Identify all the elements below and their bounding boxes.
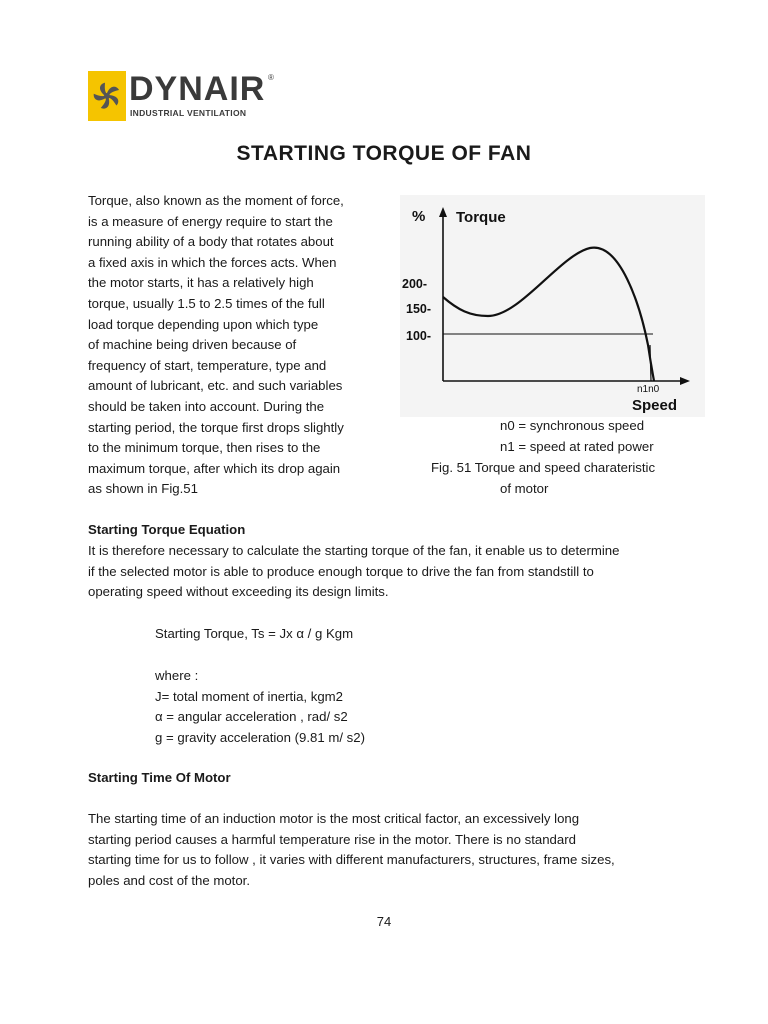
- tick-200: 200-: [402, 277, 428, 291]
- y-axis-arrow-icon: [439, 207, 447, 217]
- page-title: STARTING TORQUE OF FAN: [236, 142, 532, 165]
- tick-150: 150-: [406, 302, 432, 316]
- text-line: torque, usually 1.5 to 2.5 times of the full: [88, 295, 325, 311]
- page-number: 74: [376, 914, 392, 929]
- text-line: should be taken into account. During the: [88, 398, 325, 414]
- tick-100: 100-: [406, 329, 432, 343]
- text-line: load torque depending upon which type: [88, 316, 319, 332]
- where-label: where :: [155, 668, 199, 683]
- logo-brand: DYNAIR: [129, 70, 266, 108]
- text-line: running ability of a body that rotates about: [88, 234, 334, 250]
- dynair-logo: [88, 71, 278, 121]
- text-line: operating speed without exceeding its design limits.: [88, 584, 389, 600]
- torque-speed-diagram: [400, 195, 705, 417]
- speed-label: Speed: [632, 397, 678, 414]
- text-line: The starting time of an induction motor is the most critical factor, an excessively long: [88, 811, 580, 826]
- text-line: Torque, also known as the moment of force,: [88, 193, 344, 208]
- figure-caption: Fig. 51 Torque and speed charateristic: [431, 460, 656, 475]
- section-heading-starting-time: Starting Time Of Motor: [88, 770, 231, 785]
- percent-label: %: [412, 208, 426, 225]
- text-line: starting period, the torque first drops slightly: [88, 419, 344, 435]
- text-line: of machine being driven because of: [88, 337, 297, 353]
- text-line: amount of lubricant, etc. and such variables: [88, 378, 343, 394]
- logo-subtitle: INDUSTRIAL VENTILATION: [130, 108, 247, 118]
- torque-curve: [443, 248, 654, 381]
- text-line: is a measure of energy require to start the: [88, 213, 333, 229]
- n1-drop-line: [650, 345, 651, 381]
- text-line: maximum torque, after which its drop again: [88, 460, 341, 476]
- text-line: to the minimum torque, then rises to the: [88, 440, 321, 456]
- caption-n0: n0 = synchronous speed: [500, 418, 645, 433]
- torque-equation-paragraph: [88, 541, 688, 603]
- caption-n1: n1 = speed at rated power: [500, 439, 654, 454]
- text-line: if the selected motor is able to produce enough torque to drive the fan from standstill to: [88, 563, 594, 579]
- logo-registered: ®: [268, 73, 274, 82]
- text-line: starting time for us to follow , it varies with different manufacturers, structures, frame sizes,: [88, 852, 615, 868]
- torque-speed-figure: [400, 195, 705, 417]
- fan-logo-icon: [88, 71, 126, 121]
- section-heading-torque-equation: Starting Torque Equation: [88, 522, 246, 537]
- definition-j: J= total moment of inertia, kgm2: [155, 689, 344, 704]
- torque-formula: Starting Torque, Ts = Jx α / g Kgm: [155, 626, 354, 641]
- figure-caption-continued: of motor: [500, 481, 549, 496]
- text-line: It is therefore necessary to calculate the starting torque of the fan, it enable us to determine: [88, 543, 620, 558]
- text-line: as shown in Fig.51: [88, 481, 198, 497]
- text-line: frequency of start, temperature, type and: [88, 357, 327, 373]
- starting-time-paragraph: [88, 809, 708, 891]
- text-line: the motor starts, it has a relatively high: [88, 275, 314, 291]
- text-line: a fixed axis in which the forces acts. When: [88, 254, 337, 270]
- torque-label: Torque: [456, 209, 506, 226]
- intro-paragraph: [88, 191, 388, 500]
- definition-alpha: α = angular acceleration , rad/ s2: [155, 709, 348, 724]
- text-line: poles and cost of the motor.: [88, 872, 251, 888]
- definition-g: g = gravity acceleration (9.81 m/ s2): [155, 730, 365, 745]
- speed-marks: n1n0: [637, 384, 660, 395]
- text-line: starting period causes a harmful temperature rise in the motor. There is no standard: [88, 831, 576, 847]
- x-axis-arrow-icon: [680, 377, 690, 385]
